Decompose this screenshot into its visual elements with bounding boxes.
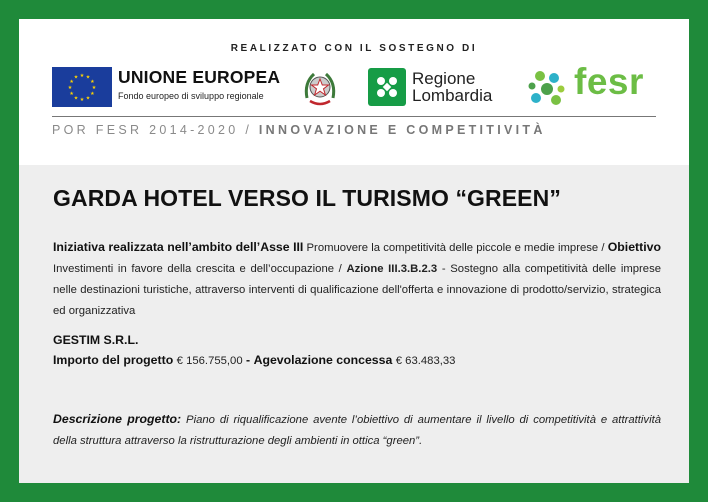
logo-header [19, 19, 689, 165]
initiative-paragraph [53, 237, 661, 322]
program-line [52, 123, 656, 137]
regione-lombardia-label [412, 70, 492, 104]
regione-label: Regione [412, 69, 476, 88]
svg-text:★: ★ [69, 79, 74, 85]
eu-subtitle: Fondo europeo di sviluppo regionale [118, 91, 264, 101]
initiative-text: Promuovere la competitività delle piccole e medie imprese / [306, 242, 605, 254]
svg-text:★: ★ [69, 91, 74, 97]
eu-flag-icon [52, 67, 112, 107]
description-label: Descrizione progetto: [53, 412, 182, 426]
program-name: POR FESR 2014-2020 / [52, 123, 253, 137]
svg-text:★: ★ [67, 85, 73, 91]
svg-text:★: ★ [90, 79, 95, 85]
logo-row [19, 61, 689, 111]
description-paragraph [53, 409, 661, 452]
action-label: Azione III.3.B.2.3 [346, 263, 438, 275]
svg-text:★: ★ [85, 74, 91, 81]
funding-separator: - [246, 353, 251, 367]
svg-text:★: ★ [90, 91, 95, 97]
objective-label: Obiettivo [607, 240, 662, 254]
regione-lombardia-logo-icon [368, 68, 406, 106]
italian-republic-emblem-icon [302, 68, 338, 108]
svg-text:★: ★ [73, 74, 79, 81]
svg-text:★: ★ [91, 85, 97, 91]
fesr-wordmark: fesr [574, 61, 644, 102]
company-name: GESTIM S.R.L. [53, 333, 139, 347]
supported-by-label: REALIZZATO CON IL SOSTEGNO DI [230, 43, 478, 54]
project-amount-value: € 156.755,00 [176, 355, 243, 367]
header-divider [52, 116, 656, 117]
grant-value: € 63.483,33 [395, 355, 456, 367]
objective-text: Investimenti in favore della crescita e dell’occupazione / [53, 263, 342, 275]
funding-line [53, 353, 455, 367]
svg-text:★: ★ [85, 95, 91, 102]
svg-text:★: ★ [79, 97, 85, 103]
project-title: GARDA HOTEL VERSO IL TURISMO “GREEN” [53, 185, 561, 211]
fesr-logo-icon [526, 68, 568, 110]
initiative-label: Iniziativa realizzata nell’ambito dell’Asse III [53, 240, 304, 254]
project-amount-label: Importo del progetto [53, 353, 174, 367]
grant-label: Agevolazione concessa [253, 353, 393, 367]
eu-title: UNIONE EUROPEA [118, 67, 281, 87]
action-text: - Sostegno alla competitività delle imprese nelle destinazioni turistiche, attraverso interventi di qualificazione dell'offerta e innovazione di prodotto/servizio, strategica ed organizzativa [53, 263, 662, 317]
svg-text:★: ★ [73, 95, 79, 102]
description-text: Piano di riqualificazione avente l’obiettivo di aumentare il livello di competitività e attrattività della struttura attraverso la ristrutturazione degli ambienti in ottica “green”. [53, 414, 662, 447]
project-panel [19, 165, 689, 483]
program-axis: INNOVAZIONE E COMPETITIVITÀ [258, 123, 546, 137]
svg-text:★: ★ [79, 73, 85, 79]
poster-frame [19, 19, 689, 483]
lombardia-label: Lombardia [412, 86, 493, 105]
